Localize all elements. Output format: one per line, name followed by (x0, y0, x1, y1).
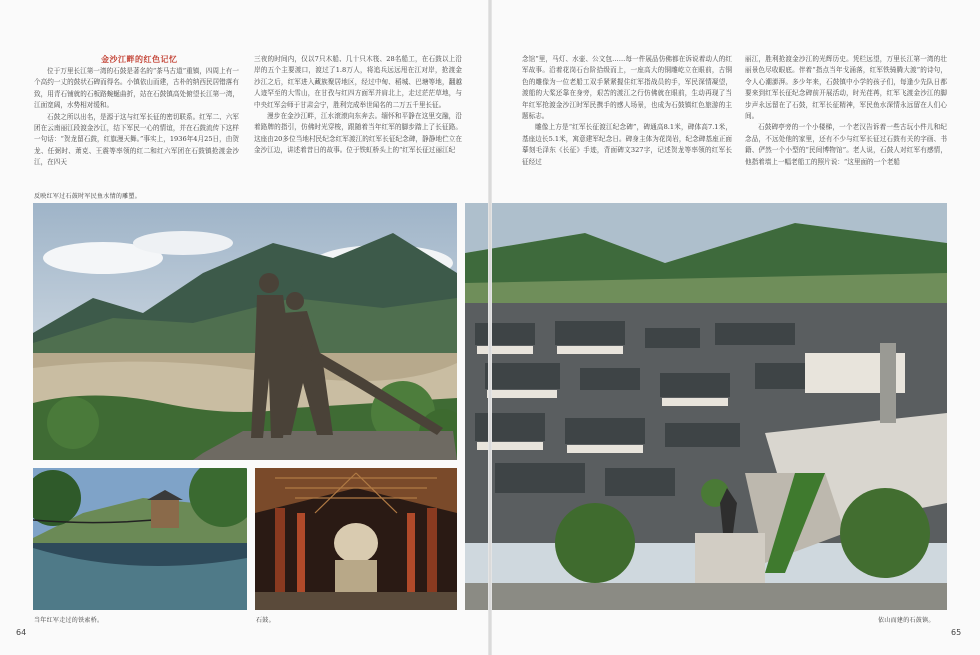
paragraph: 雕像上方是“红军长征渡江纪念碑”，碑通高8.1米，碑体高7.1米，基座边长5.1米，寓意建军纪念日。碑身主体为花岗岩，纪念碑基座正面摹刻毛泽东《长征》手迹，背面碑文327字，记述贺龙等率领的红军长征经过 (522, 123, 732, 166)
page-number-left: 64 (16, 628, 27, 637)
paragraph: 位于万里长江第一湾的石鼓是著名的“茶马古道”重镇，四周上有一个高约一丈的鼓状石碑而得名。小镇依山而建，古朴的纳西民居错落有致，用青石铺就的石板路蜿蜒曲折，站在石鼓镇高处俯望长江第一湾，江面宽阔，水势相对缓和。 (34, 67, 239, 110)
text-column-2 (254, 54, 462, 166)
caption-shigu-town: 依山而建的石鼓镇。 (878, 617, 935, 624)
article-title: 金沙江畔的红色记忆 (101, 55, 178, 64)
paragraph: 石鼓碑亭旁的一个小楼梯，一个老汉告诉着一些古玩小件儿和纪念品，不远处他的家里，还有不少与红军长征过石鼓有关的字画、书籍、俨然一个小型的“民间博物馆”。老人说，石鼓人对红军有感情，他指着墙上一幅老船工的照片说：“这里面的一个老船 (745, 123, 947, 166)
photo-statue (33, 203, 457, 460)
photo-stone-drum (255, 468, 457, 610)
page-number-right: 65 (951, 628, 962, 637)
text-column-3 (522, 54, 732, 166)
photo-shigu-town (465, 203, 947, 610)
caption-statue: 反映红军过石鼓时军民鱼水情的雕塑。 (34, 193, 142, 200)
photo-chain-bridge (33, 468, 247, 610)
paragraph: 三夜的时间内，仅以7只木船、几十只木筏、28名船工，在石鼓以上沿岸的五个主要渡口，渡过了1.8万人，将追兵远远甩在江对岸，抢渡金沙江之后，红军进入藏族聚居地区，经过中甸、稻城、巴塘等地，翻越人迹罕至的大雪山，在甘孜与红四方面军并肩北上，走过茫茫草地，与中央红军会师于甘肃会宁，胜利完成举世闻名的二万五千里长征。 (254, 55, 462, 109)
paragraph: 丽江，胜利抢渡金沙江的光辉历史。凭栏远望，万里长江第一湾的壮丽景色尽收眼底。伴着“指点当年戈涌落，红军铁骑腾大渡”的诗句，令人心潮澎湃。多少年来，石鼓镇中小学的孩子们，每逢少先队日都要来到红军长征纪念碑前开展活动，时光荏苒，红军飞渡金沙江的脚步声永远留在了石鼓，红军长征精神，军民鱼水深情永远留在人们心间。 (745, 55, 947, 121)
caption-stone-drum: 石鼓。 (256, 617, 275, 624)
paragraph: 念馆”里，马灯、水壶、公文包……每一件展品仿佛都在诉说着动人的红军故事。沿着花岗石台阶拾级而上，一座高大的铜雕屹立在眼前，古铜色的雕像为一位老船工双手紧紧握住红军指战员的手，军民深情凝望，渡船的大桨还靠在身旁，艰苦的渡江之行仿佛就在眼前，生动再现了当年红军抢渡金沙江时军民携手的感人场景，也成为石鼓镇红色旅游的主题标志。 (522, 55, 732, 121)
text-column-1 (34, 66, 239, 166)
caption-chain-bridge: 当年红军走过的铁索桥。 (34, 617, 104, 624)
text-column-4 (745, 54, 947, 166)
paragraph: 漫步在金沙江畔，江水滚滚向东奔去。缅怀和平静在这里交融，沿着路牌的指引，仿佛时光穿梭，跟随着当年红军的脚步踏上了长征路。这座由20多位当地村民纪念红军渡江的红军长征纪念碑，静静地伫立在金沙江边，讲述着昔日的故事。位于铁虹桥头上的“红军长征过丽江纪 (254, 112, 462, 155)
paragraph: 石鼓之所以出名，是源于这与红军长征的密切联系。红军二、六军团在云南丽江段渡金沙江，结下军民一心的情谊，并在石鼓流传下这样一句话：“贺龙留石鼓，红旗漫天舞。”事实上，1936年4月25日，由贺龙、任弼时、萧克、王震等率领的红二和红六军团在石鼓镇抢渡金沙江，在四天 (34, 112, 239, 166)
page-gutter (488, 0, 492, 655)
